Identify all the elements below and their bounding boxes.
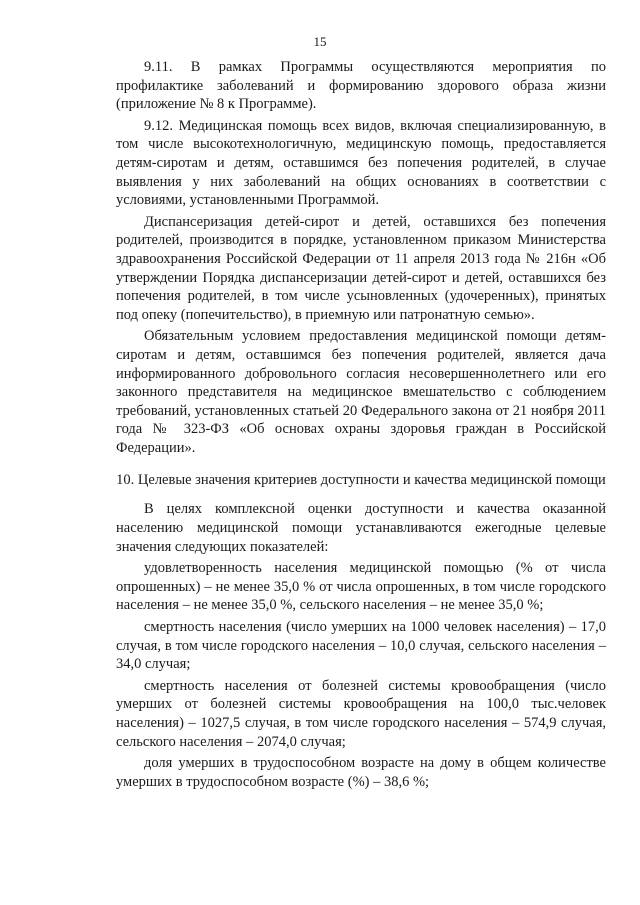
section-heading: 10. Целевые значения критериев доступности и качества медицинской помощи [116,472,606,489]
paragraph-home-deaths: доля умерших в трудоспособном возрасте на дому в общем количестве умерших в трудоспособном возрасте (%) – 38,6 %; [116,755,606,790]
paragraph-cardio-mortality: смертность населения от болезней системы кровообращения (число умерших от болезней системы кровообращения на 100,0 тыс.человек населения) – 1027,5 случая, в том числе городского населения – 574,9 случая, сельского населения – 2074,0 случая; [116,677,606,750]
paragraph-dispensarization: Диспансеризация детей-сирот и детей, оставшихся без попечения родителей, производится в порядке, установленном приказом Министерства здравоохранения Российской Федерации от 11 апреля 2013 года № 216н «Об утверждении Порядка диспансеризации детей-сирот и детей, оставшихся без попечения родителей, в том числе усыновленных (удочеренных), принятых под опеку (попечительство), в приемную или патронатную семью». [116,213,606,323]
paragraph-9-11: 9.11. В рамках Программы осуществляются мероприятия по профилактике заболеваний и формированию здорового образа жизни (приложение № 8 к Программе). [116,59,606,113]
document-body [116,58,606,794]
paragraph-assessment-intro: В целях комплексной оценки доступности и качества оказанной населению медицинской помощи устанавливаются ежегодные целевые значения следующих показателей: [116,501,606,555]
page-number: 15 [313,34,327,49]
paragraph-satisfaction: удовлетворенность населения медицинской помощью (% от числа опрошенных) – не менее 35,0 % от числа опрошенных, в том числе городского населения – не менее 35,0 %, сельского населения – не менее 35,0 %; [116,560,606,614]
paragraph-consent: Обязательным условием предоставления медицинской помощи детям-сиротам и детям, оставшимся без попечения родителей, является дача информированного добровольного согласия несовершеннолетнего или его законного представителя на медицинское вмешательство с соблюдением требований, установленных статьей 20 Федерального закона от 21 ноября 2011 года № 323-ФЗ «Об основах охраны здоровья граждан в Российской Федерации». [116,328,606,456]
paragraph-9-12: 9.12. Медицинская помощь всех видов, включая специализированную, в том числе высокотехнологичную, медицинскую помощь, предоставляется детям-сиротам и детям, оставшимся без попечения родителей, в случае выявления у них заболеваний на общих основаниях в соответствии с условиями, установленными Программой. [116,117,606,209]
paragraph-mortality: смертность населения (число умерших на 1000 человек населения) – 17,0 случая, в том числе городского населения – 10,0 случая, сельского населения – 34,0 случая; [116,619,606,673]
